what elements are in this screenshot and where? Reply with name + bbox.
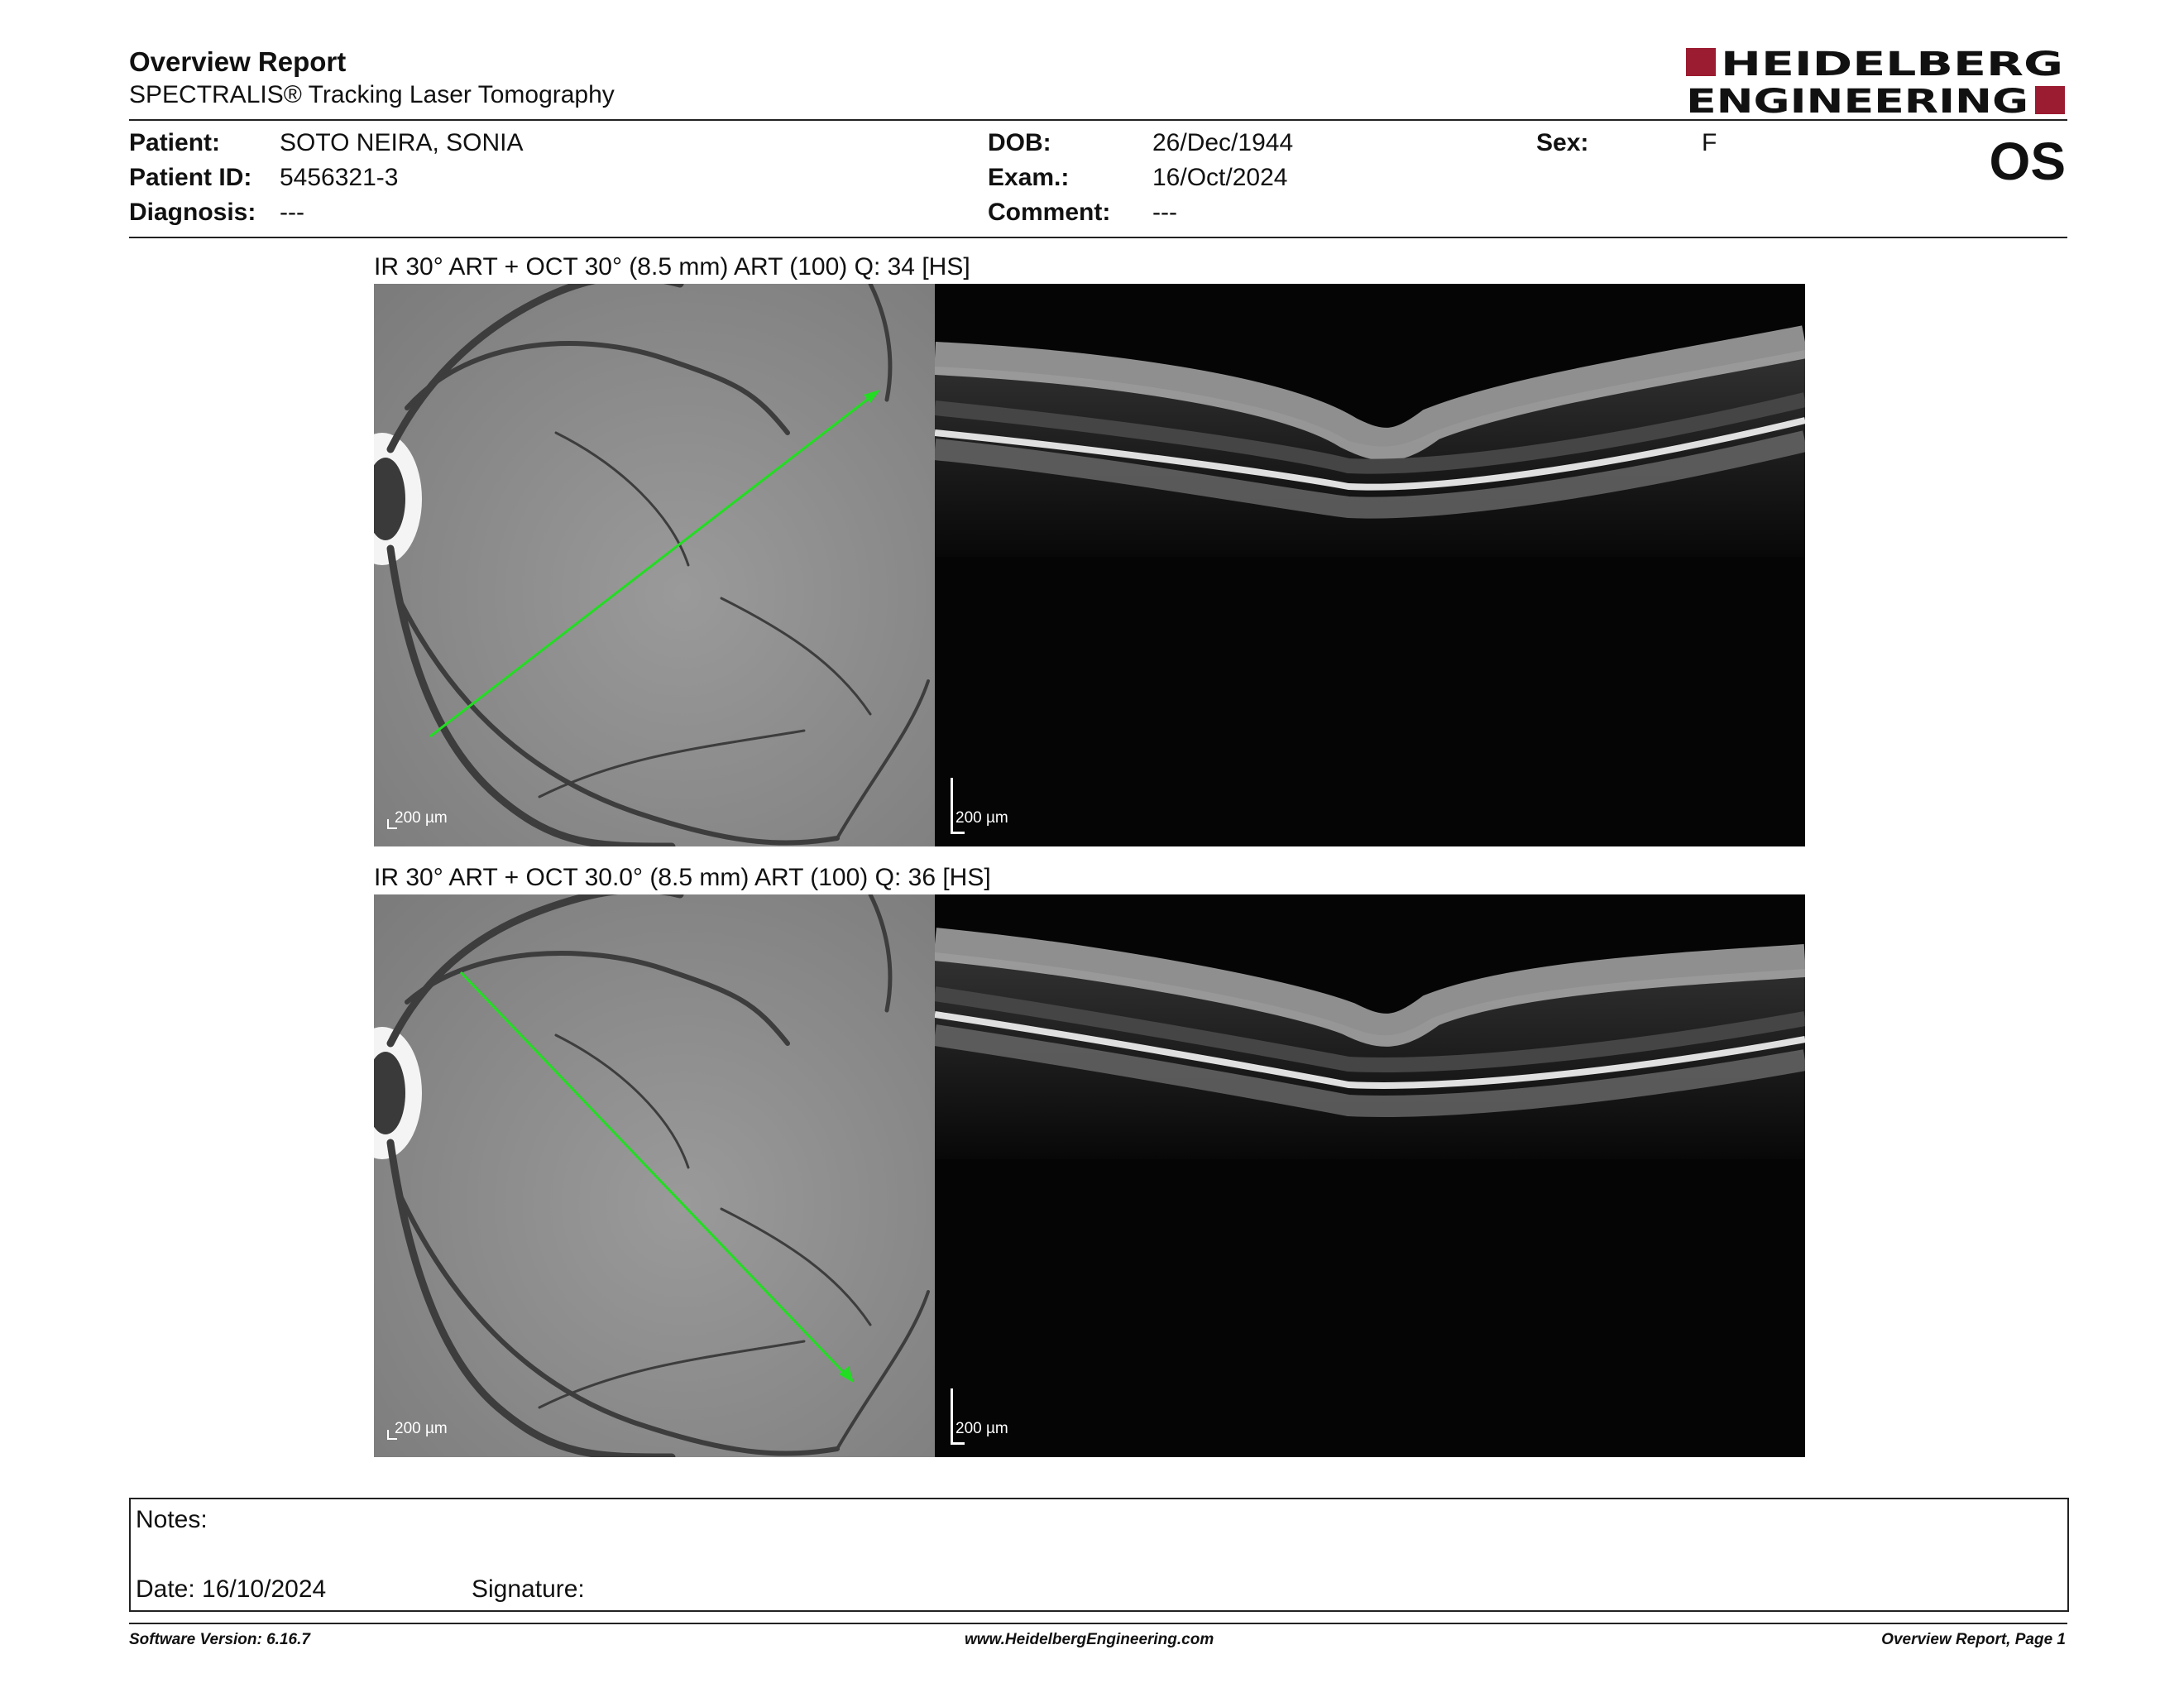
scan-2-line xyxy=(461,972,847,1376)
page-indicator: Overview Report, Page 1 xyxy=(1881,1631,2066,1648)
scan-2-oct-bscan-image xyxy=(935,894,1805,1457)
scan-2-scan-line xyxy=(374,894,935,1457)
sex-label: Sex: xyxy=(1536,129,1589,156)
exam-label: Exam.: xyxy=(988,164,1070,191)
scan-1-oct-scale-label: 200 µm xyxy=(956,809,1008,827)
scan-1-ir-scale-label: 200 µm xyxy=(395,809,448,827)
scan-1-line xyxy=(430,395,874,736)
report-subtitle: SPECTRALIS® Tracking Laser Tomography xyxy=(129,81,615,108)
header-rule xyxy=(129,119,2067,121)
sex-value: F xyxy=(1702,129,1717,156)
scan-2-ir-scale-label: 200 µm xyxy=(395,1420,448,1437)
patient-id-value: 5456321-3 xyxy=(280,164,399,191)
date-label: Date: 16/10/2024 xyxy=(136,1575,327,1603)
scan-1-oct-bscan-image xyxy=(935,284,1805,846)
scan-2-oct-scale-label: 200 µm xyxy=(956,1420,1008,1437)
software-version: Software Version: 6.16.7 xyxy=(129,1631,310,1648)
logo-text-line2: ENGINEERING xyxy=(1686,83,2028,116)
diagnosis-value: --- xyxy=(280,199,304,226)
dob-value: 26/Dec/1944 xyxy=(1152,129,1294,156)
patient-rule xyxy=(129,237,2067,238)
dob-label: DOB: xyxy=(988,129,1051,156)
exam-value: 16/Oct/2024 xyxy=(1152,164,1288,191)
heidelberg-logo xyxy=(1686,45,2067,116)
comment-value: --- xyxy=(1152,199,1177,226)
logo-text-line1: HEIDELBERG xyxy=(1721,46,2063,84)
notes-box[interactable] xyxy=(129,1498,2069,1612)
scan-2-title: IR 30° ART + OCT 30.0° (8.5 mm) ART (100) Q: 36 [HS] xyxy=(374,864,991,891)
website-link[interactable]: www.HeidelbergEngineering.com xyxy=(965,1631,1214,1648)
scan-1-title: IR 30° ART + OCT 30° (8.5 mm) ART (100) Q: 34 [HS] xyxy=(374,253,970,281)
patient-label: Patient: xyxy=(129,129,221,156)
eye-laterality: OS xyxy=(1989,132,2066,191)
report-title: Overview Report xyxy=(129,46,347,77)
signature-label: Signature: xyxy=(472,1575,585,1603)
scan-1-scan-line xyxy=(374,284,935,846)
diagnosis-label: Diagnosis: xyxy=(129,199,256,226)
notes-label: Notes: xyxy=(136,1506,208,1533)
footer-rule xyxy=(129,1623,2067,1624)
patient-id-label: Patient ID: xyxy=(129,164,252,191)
comment-label: Comment: xyxy=(988,199,1111,226)
patient-name: SOTO NEIRA, SONIA xyxy=(280,129,524,156)
